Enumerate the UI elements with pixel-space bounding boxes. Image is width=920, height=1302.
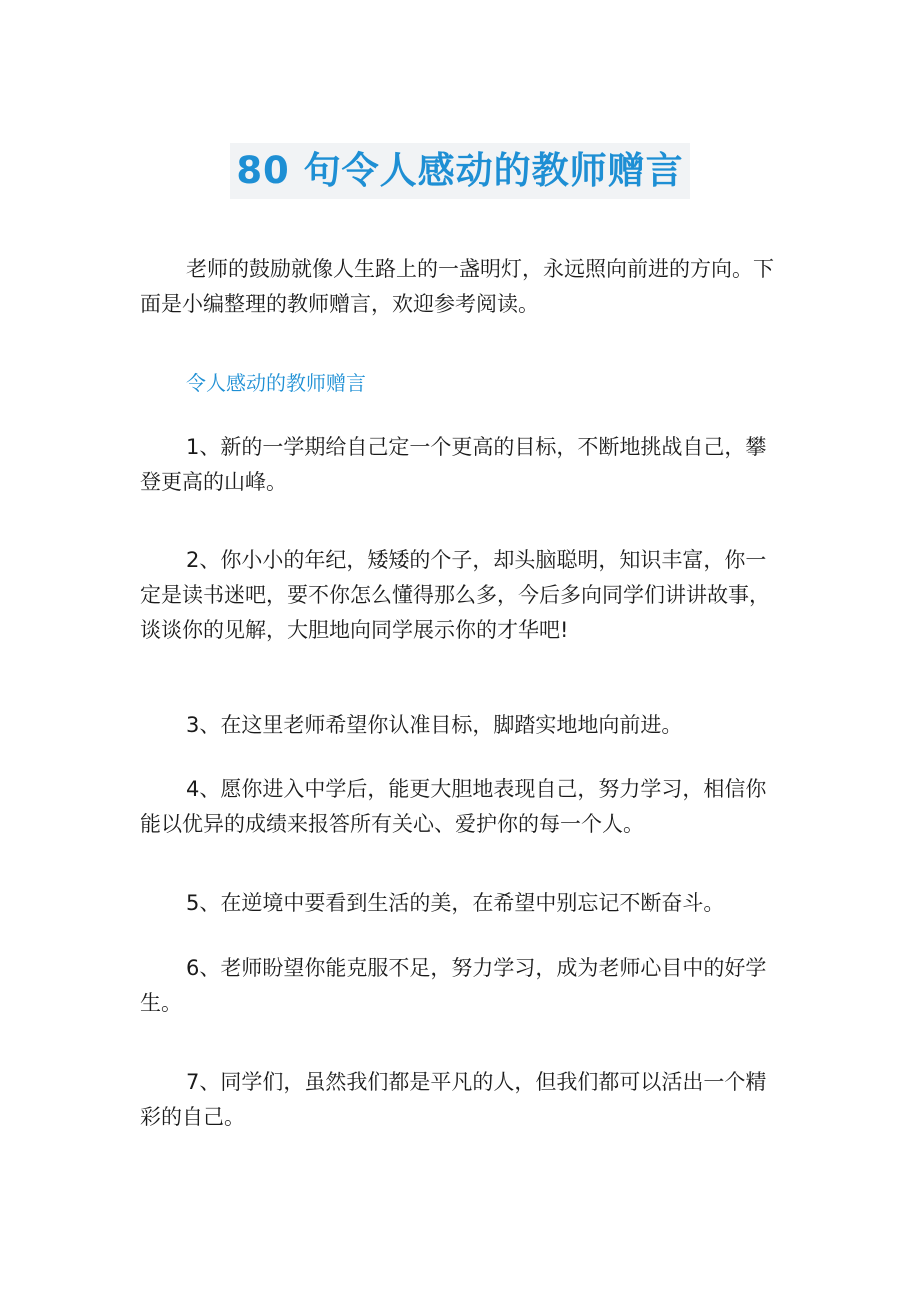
quote-item-2: 2、你小小的年纪，矮矮的个子，却头脑聪明，知识丰富，你一定是读书迷吧，要不你怎么懂得那么多，今后多向同学们讲讲故事，谈谈你的见解，大胆地向同学展示你的才华吧! <box>140 548 770 642</box>
quote-item-5: 5、在逆境中要看到生活的美，在希望中别忘记不断奋斗。 <box>186 891 725 915</box>
page-title: 80 句令人感动的教师赠言 <box>230 143 689 199</box>
quote-item-4: 4、愿你进入中学后，能更大胆地表现自己，努力学习，相信你能以优异的成绩来报答所有关心、爱护你的每一个人。 <box>140 777 767 836</box>
intro-paragraph: 老师的鼓励就像人生路上的一盏明灯，永远照向前进的方向。下面是小编整理的教师赠言，欢迎参考阅读。 <box>140 257 774 316</box>
quote-item-7: 7、同学们，虽然我们都是平凡的人，但我们都可以活出一个精彩的自己。 <box>140 1070 767 1129</box>
quote-item-1: 1、新的一学期给自己定一个更高的目标，不断地挑战自己，攀登更高的山峰。 <box>140 435 767 494</box>
quote-item-3: 3、在这里老师希望你认准目标，脚踏实地地向前进。 <box>186 713 683 737</box>
title-container <box>0 118 920 224</box>
quote-item-6: 6、老师盼望你能克服不足，努力学习，成为老师心目中的好学生。 <box>140 956 767 1015</box>
section-subheading: 令人感动的教师赠言 <box>186 371 366 395</box>
